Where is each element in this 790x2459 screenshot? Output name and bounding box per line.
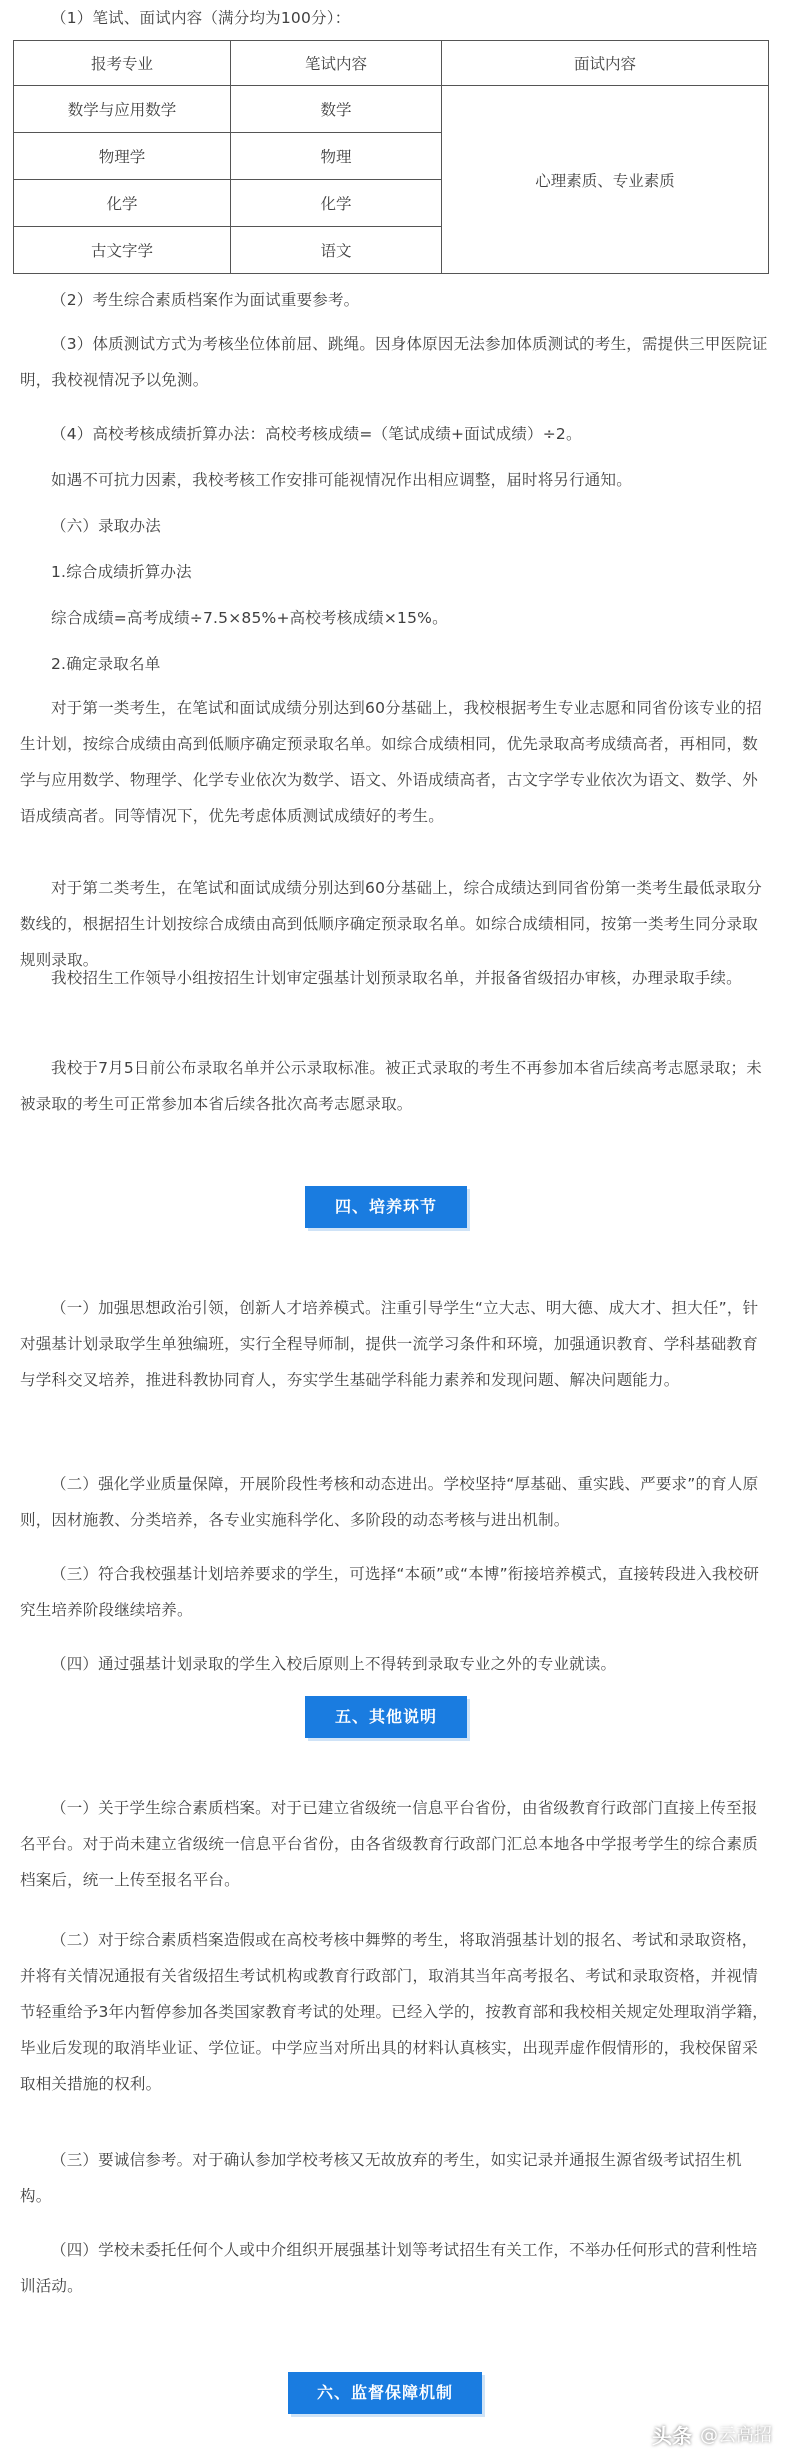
paragraph: （三）要诚信参考。对于确认参加学校考核又无故放弃的考生，如实记录并通报生源省级考试招生机构。 (20, 2151, 742, 2205)
major-cell: 化学 (14, 180, 231, 227)
paragraph: （三）符合我校强基计划培养要求的学生，可选择“本硕”或“本博”衔接培养模式，直接转段进入我校研究生培养阶段继续培养。 (20, 1565, 760, 1619)
score-table (13, 40, 769, 274)
section-heading-5: 五、其他说明 (305, 1696, 467, 1738)
paragraph: 我校招生工作领导小组按招生计划审定强基计划预录取名单，并报备省级招办审核，办理录取手续。 (51, 969, 742, 987)
watermark-logo: 头条 (652, 2423, 692, 2448)
table-header-cell: 面试内容 (442, 41, 769, 86)
written-cell: 数学 (231, 86, 442, 133)
watermark-handle: @云高招 (700, 2425, 772, 2446)
section-heading-4: 四、培养环节 (305, 1186, 467, 1228)
table-header-cell: 报考专业 (14, 41, 231, 86)
paragraph: （2）考生综合素质档案作为面试重要参考。 (51, 291, 360, 309)
paragraph: 如遇不可抗力因素，我校考核工作安排可能视情况作出相应调整，届时将另行通知。 (51, 471, 632, 489)
paragraph: 我校于7月5日前公布录取名单并公示录取标准。被正式录取的考生不再参加本省后续高考志愿录取；未被录取的考生可正常参加本省后续各批次高考志愿录取。 (20, 1059, 762, 1113)
paragraph: 对于第二类考生，在笔试和面试成绩分别达到60分基础上，综合成绩达到同省份第一类考生最低录取分数线的，根据招生计划按综合成绩由高到低顺序确定预录取名单。如综合成绩相同，按第一类考生同分录取规则录取。 (20, 879, 762, 969)
major-cell: 物理学 (14, 133, 231, 180)
intro-text: （1）笔试、面试内容（满分均为100分）： (51, 9, 351, 27)
major-cell: 数学与应用数学 (14, 86, 231, 133)
written-cell: 化学 (231, 180, 442, 227)
paragraph: 1.综合成绩折算办法 (51, 563, 192, 581)
paragraph: 对于第一类考生，在笔试和面试成绩分别达到60分基础上，我校根据考生专业志愿和同省份该专业的招生计划，按综合成绩由高到低顺序确定预录取名单。如综合成绩相同，优先录取高考成绩高者，再相同，数学与应用数学、物理学、化学专业依次为数学、语文、外语成绩高者，古文字学专业依次为语文、数学、外语成绩高者。同等情况下，优先考虑体质测试成绩好的考生。 (20, 699, 762, 825)
paragraph: （一）加强思想政治引领，创新人才培养模式。注重引导学生“立大志、明大德、成大才、担大任”，针对强基计划录取学生单独编班，实行全程导师制，提供一流学习条件和环境，加强通识教育、学科基础教育与学科交叉培养，推进科教协同育人，夯实学生基础学科能力素养和发现问题、解决问题能力。 (20, 1299, 759, 1389)
paragraph: （一）关于学生综合素质档案。对于已建立省级统一信息平台省份，由省级教育行政部门直接上传至报名平台。对于尚未建立省级统一信息平台省份，由各省级教育行政部门汇总本地各中学报考学生的综合素质档案后，统一上传至报名平台。 (20, 1799, 758, 1889)
section-heading-6: 六、监督保障机制 (288, 2372, 482, 2414)
written-cell: 物理 (231, 133, 442, 180)
written-cell: 语文 (231, 227, 442, 274)
paragraph: （二）对于综合素质档案造假或在高校考核中舞弊的考生，将取消强基计划的报名、考试和录取资格，并将有关情况通报有关省级招生考试机构或教育行政部门，取消其当年高考报名、考试和录取资格，并视情节轻重给予3年内暂停参加各类国家教育考试的处理。已经入学的，按教育部和我校相关规定处理取消学籍，毕业后发现的取消毕业证、学位证。中学应当对所出具的材料认真核实，出现弄虚作假情形的，我校保留采取相关措施的权利。 (20, 1931, 768, 2093)
paragraph: 综合成绩=高考成绩÷7.5×85%+高校考核成绩×15%。 (51, 609, 448, 627)
table-header-cell: 笔试内容 (231, 41, 442, 86)
major-cell: 古文字学 (14, 227, 231, 274)
paragraph: （六）录取办法 (51, 517, 161, 535)
paragraph: （四）通过强基计划录取的学生入校后原则上不得转到录取专业之外的专业就读。 (51, 1655, 617, 1673)
interview-cell: 心理素质、专业素质 (442, 86, 769, 274)
paragraph: （二）强化学业质量保障，开展阶段性考核和动态进出。学校坚持“厚基础、重实践、严要求”的育人原则，因材施教、分类培养，各专业实施科学化、多阶段的动态考核与进出机制。 (20, 1475, 759, 1529)
table-row (14, 86, 769, 133)
paragraph: （3）体质测试方式为考核坐位体前屈、跳绳。因身体原因无法参加体质测试的考生，需提供三甲医院证明，我校视情况予以免测。 (20, 335, 768, 389)
paragraph: （4）高校考核成绩折算办法：高校考核成绩=（笔试成绩+面试成绩）÷2。 (51, 425, 582, 443)
paragraph: 2.确定录取名单 (51, 655, 161, 673)
watermark (652, 2419, 772, 2449)
paragraph: （四）学校未委托任何个人或中介组织开展强基计划等考试招生有关工作，不举办任何形式的营利性培训活动。 (20, 2241, 758, 2295)
table-header-row (14, 41, 769, 86)
